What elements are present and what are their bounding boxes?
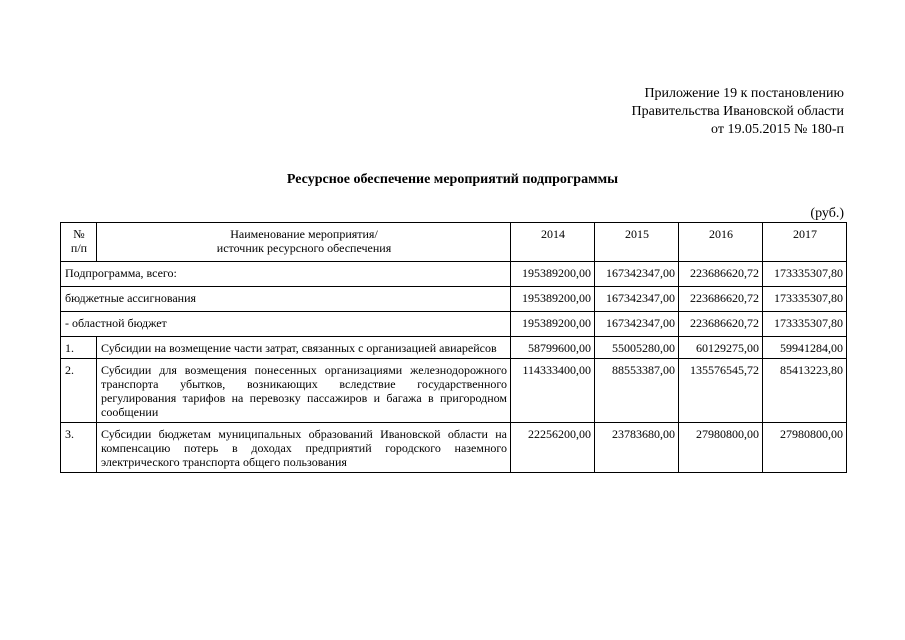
summary-value: 223686620,72 <box>679 262 763 287</box>
table-row <box>61 337 847 359</box>
row-value: 60129275,00 <box>679 337 763 359</box>
row-value: 55005280,00 <box>595 337 679 359</box>
row-name: Субсидии для возмещения понесенных организациями железнодорожного транспорта убытков, возникающих вследствие государственного регулирования тарифов на перевозку пассажиров и багажа в пригородном сообщении <box>97 359 511 423</box>
row-value: 22256200,00 <box>511 423 595 473</box>
summary-value: 173335307,80 <box>763 287 847 312</box>
summary-value: 195389200,00 <box>511 262 595 287</box>
row-value: 27980800,00 <box>763 423 847 473</box>
summary-value: 223686620,72 <box>679 312 763 337</box>
header-number-line-1: № <box>73 227 85 241</box>
row-number: 3. <box>61 423 97 473</box>
summary-value: 195389200,00 <box>511 312 595 337</box>
row-value: 85413223,80 <box>763 359 847 423</box>
row-name: Субсидии бюджетам муниципальных образований Ивановской области на компенсацию потерь в доходах предприятий городского наземного электрического транспорта общего пользования <box>97 423 511 473</box>
appendix-reference <box>632 85 844 139</box>
currency-unit-label: (руб.) <box>810 206 844 221</box>
summary-value: 167342347,00 <box>595 287 679 312</box>
summary-label: бюджетные ассигнования <box>61 287 511 312</box>
table-row <box>61 423 847 473</box>
summary-value: 173335307,80 <box>763 312 847 337</box>
header-year-2016: 2016 <box>679 223 763 262</box>
table-header-row <box>61 223 847 262</box>
summary-value: 167342347,00 <box>595 262 679 287</box>
row-value: 114333400,00 <box>511 359 595 423</box>
summary-row-budget-allocations <box>61 287 847 312</box>
summary-value: 195389200,00 <box>511 287 595 312</box>
row-number: 1. <box>61 337 97 359</box>
summary-row-total <box>61 262 847 287</box>
row-value: 23783680,00 <box>595 423 679 473</box>
row-value: 59941284,00 <box>763 337 847 359</box>
appendix-line-2: Правительства Ивановской области <box>631 104 844 119</box>
resource-table <box>60 222 847 473</box>
header-year-2014: 2014 <box>511 223 595 262</box>
header-name-line-1: Наименование мероприятия/ <box>230 227 378 241</box>
summary-value: 167342347,00 <box>595 312 679 337</box>
header-name-line-2: источник ресурсного обеспечения <box>216 241 392 255</box>
row-value: 135576545,72 <box>679 359 763 423</box>
row-value: 27980800,00 <box>679 423 763 473</box>
table-row <box>61 359 847 423</box>
summary-value: 223686620,72 <box>679 287 763 312</box>
appendix-line-3: от 19.05.2015 № 180-п <box>711 122 844 137</box>
summary-label: Подпрограмма, всего: <box>61 262 511 287</box>
header-year-2017: 2017 <box>763 223 847 262</box>
header-name <box>97 223 511 262</box>
header-year-2015: 2015 <box>595 223 679 262</box>
row-name: Субсидии на возмещение части затрат, связанных с организацией авиарейсов <box>97 337 511 359</box>
appendix-line-1: Приложение 19 к постановлению <box>644 86 844 101</box>
summary-value: 173335307,80 <box>763 262 847 287</box>
document-title: Ресурсное обеспечение мероприятий подпрограммы <box>286 172 619 187</box>
row-number: 2. <box>61 359 97 423</box>
row-value: 88553387,00 <box>595 359 679 423</box>
summary-label: - областной бюджет <box>61 312 511 337</box>
header-number-line-2: п/п <box>70 241 88 255</box>
header-number <box>61 223 97 262</box>
row-value: 58799600,00 <box>511 337 595 359</box>
summary-row-regional-budget <box>61 312 847 337</box>
